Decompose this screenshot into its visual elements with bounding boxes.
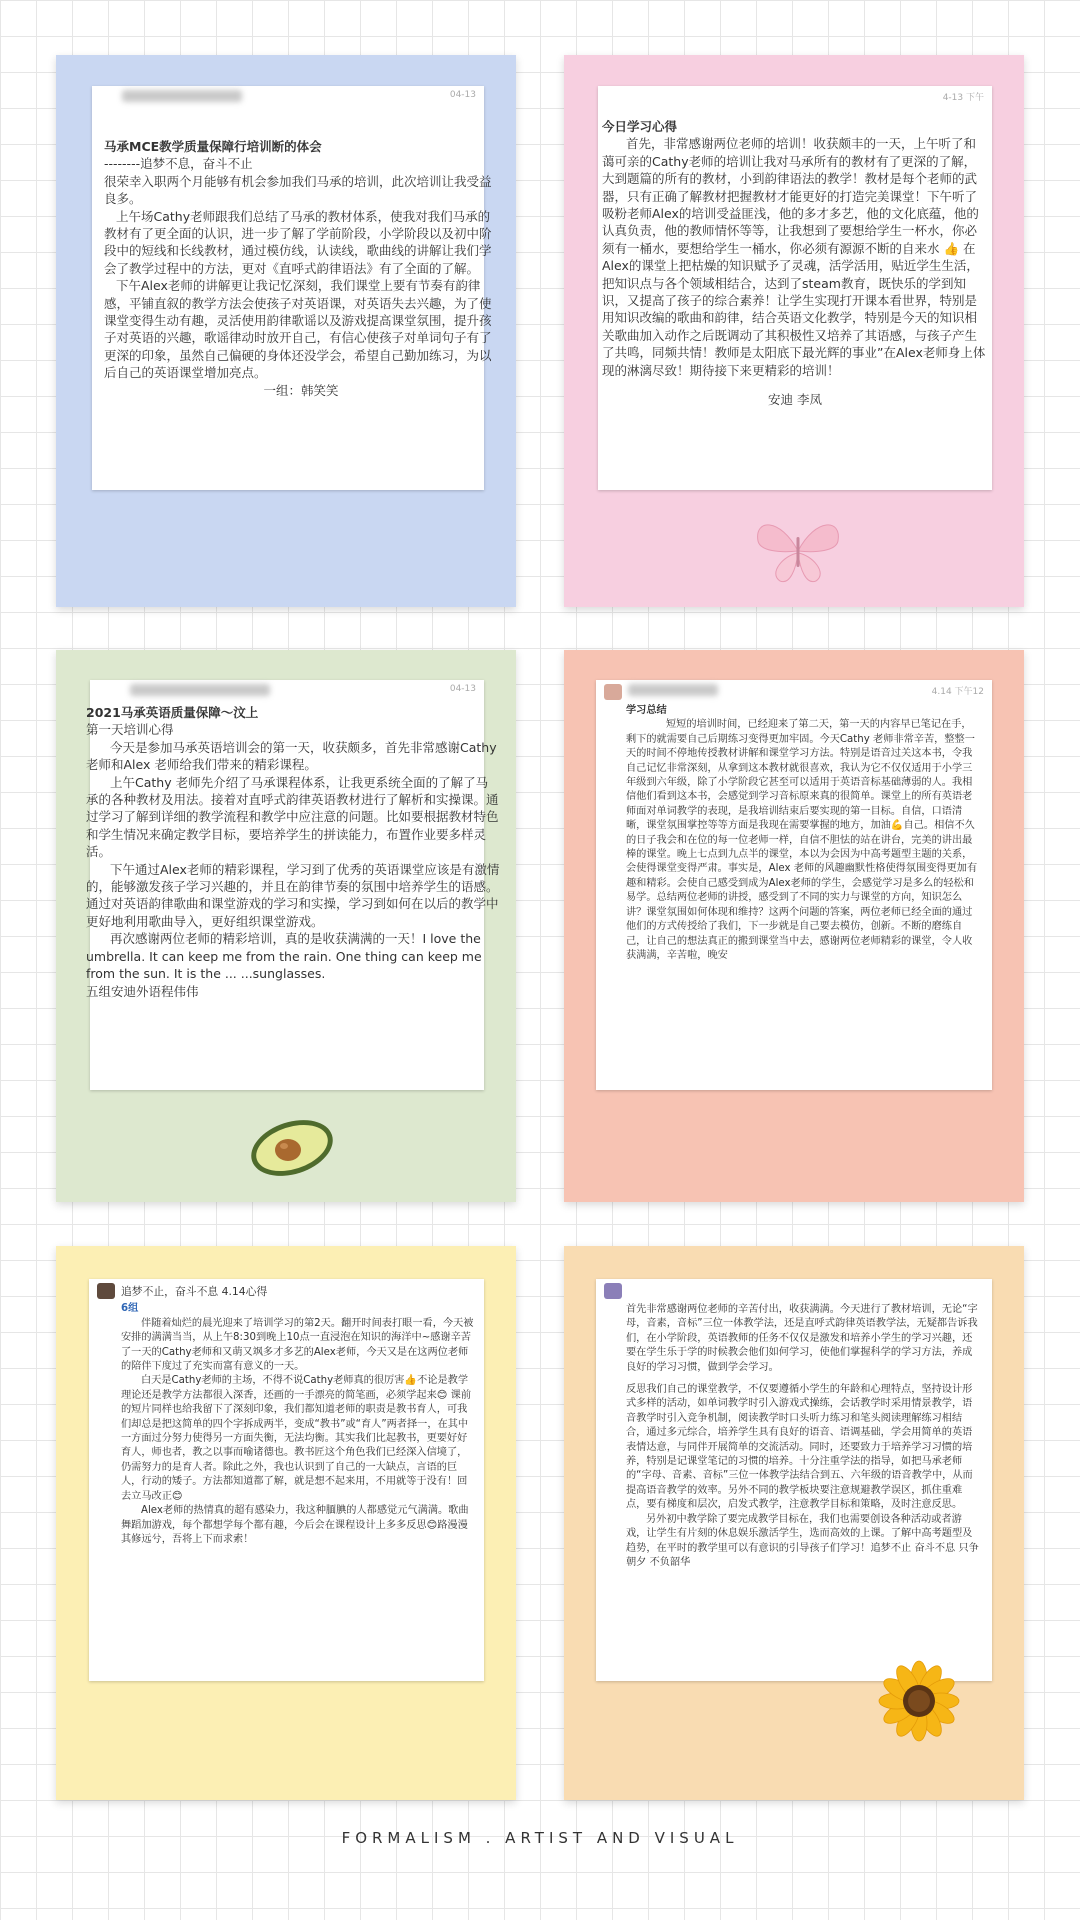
note-text (82, 704, 504, 1090)
note-title: 2021马承英语质量保障～汶上 (86, 705, 259, 720)
note-signature: 一组：韩笑笑 (263, 382, 339, 398)
note-text (113, 1285, 486, 1681)
note-paragraph: 短短的培训时间，已经迎来了第二天，第一天的内容早已笔记在手，剩下的就需要自己后期练习变得更加牢固。今天Cathy 老师非常辛苦，整整一天的时间不停地传授教材讲解和课堂学习方法。特别是语音过关这本书，令我自己记忆非常深刻，从拿到这本教材就很喜欢，我认为它不仅仅适用于小学三年级到六年级，除了小学阶段它甚至可以适用于英语音标基础薄弱的人。我相信他们看到这本书，会感觉到学习音标原来真的很简单。课堂上的所有英语老师面对单词教学的表现，是我培训结束后要实现的第一目标。自信，口语清晰，课堂氛围掌控等等方面是我现在需要掌握的地方，加油💪自己。相信不久的日子我会和在位的每一位老师一样，自信不胆怯的站在讲台，完美的讲出最棒的课堂。晚上七点到九点半的课堂，本以为会因为中高考题型主题的关系，会使得课堂变得严肃。事实是，Alex 老师的风趣幽默性格使得氛围变得更加有趣和精彩。会使自己感受到成为Alex老师的学生，会感觉学习是多么的轻松和易学。总结两位老师的讲授，感受到了不同的实力与课堂的方向，知识怎么讲？课堂氛围如何体现和维持？这两个问题的答案，两位老师已经全面的通过他们的方式传授给了我们，下一步就是自己要去模仿，创新。不断的磨练自己，让自己的想法真正的搬到课堂当中去，感谢两位老师精彩的课堂，令人收获满满，辛苦啦，晚安 (626, 719, 978, 961)
avatar (604, 1283, 622, 1299)
note-signature: 安迪 李凤 (768, 392, 822, 408)
avocado-sticker (244, 1108, 340, 1180)
note-paragraph: 首先非常感谢两位老师的辛苦付出，收获满满。今天进行了教材培训，无论“字母，音素，音标”三位一体教学法，还是直呼式韵律英语教学法，无疑都告诉我们，在小学阶段，英语教师的任务不仅仅是激发和培养小学生的学习兴趣，还要在学生乐于学的时候教会他们如何学习，使他们掌握科学的学习方法，养成良好的学习习惯，做到学会学习。 (626, 1304, 978, 1373)
note-paragraph: 白天是Cathy老师的主场，不得不说Cathy老师真的很厉害👍不论是教学理论还是教学方法都很入深香，还画的一手漂亮的简笔画，必须学起来😊 课前的短片同样也给我留下了深刻印象，我们都知道老师的职责是教书育人，可我们却总是把这简单的四个字拆成两半，变成“教书”或“育人”两者择一，在其中一方面过分努力使得另一方面失衡，无法均衡。其实我们比起教书，更要好好育人，师也者，教之以事而喻诸德也。教书匠这个角色我们已经深入信境了，仍需努力的是育人者。除此之外，我也认识到了自己的一大缺点，言语的巨人，行动的矮子。方法都知道都了解，就是想不起来用，不用就等于没有！回去立马改正😊 (121, 1375, 472, 1502)
note-paragraph: 上午场Cathy老师跟我们总结了马承的教材体系，使我对我们马承的教材有了更全面的认识，进一步了解了学前阶段，小学阶段以及初中阶段中的短线和长线教材，通过模仿线，认读线，歌曲线的讲解让我们学会了教学过程中的方法，更对《直呼式韵律语法》有了全面的了解。 (104, 208, 492, 276)
note-signature: 五组安迪外语程伟伟 (86, 983, 199, 999)
timestamp: 4.14 下午12 (931, 687, 984, 697)
note-title: 学习总结 (626, 705, 667, 716)
note-paper-6 (596, 1279, 992, 1681)
note-card-6 (564, 1246, 1024, 1800)
note-title: 追梦不止，奋斗不息 4.14心得 (121, 1285, 268, 1298)
butterfly-sticker (750, 515, 846, 587)
note-paragraph: 第一天培训心得 (86, 722, 174, 738)
blurred-username (628, 684, 718, 696)
footer-watermark: FORMALISM . ARTIST AND VISUAL (341, 1829, 739, 1847)
blurred-username (122, 90, 242, 102)
blurred-username (130, 684, 270, 696)
note-paper-3 (86, 680, 500, 1090)
note-paragraph: 下午通过Alex老师的精彩课程，学习到了优秀的英语课堂应该是有激情的，能够激发孩子学习兴趣的，并且在韵律节奏的氛围中培养学生的语感。通过对英语韵律歌曲和课堂游戏的学习和实操，学习到如何在以后的教学中更好地利用歌曲导入，更好组织课堂游戏。 (86, 861, 500, 929)
timestamp: 04-13 (449, 684, 476, 694)
note-paragraph: 伴随着灿烂的晨光迎来了培训学习的第2天。翻开时间表打眼一看，今天被安排的满满当当，从上午8:30到晚上10点一直浸泡在知识的海洋中~感谢辛苦了一天的Cathy老师和又萌又飒多才多艺的Alex老师，今天又是在这两位老师的陪伴下度过了充实而富有意义的一天。 (121, 1317, 474, 1373)
note-text (100, 138, 502, 490)
note-paragraph: 上午Cathy 老师先介绍了马承课程体系，让我更系统全面的了解了马承的各种教材及用法。接着对直呼式韵律英语教材进行了解析和实操课。通过学习了解到详细的教学流程和教学中应注意的问题。比如要根据教材特色和学生情况来确定教学目标，要培养学生的拼读能力，布置作业要多样灵活。 (86, 774, 499, 860)
note-paper-4 (596, 680, 992, 1090)
note-paragraph: 很荣幸入职两个月能够有机会参加我们马承的培训，此次培训让我受益良多。 (104, 173, 492, 207)
note-card-3 (56, 650, 516, 1202)
note-paragraph: 再次感谢两位老师的精彩培训，真的是收获满满的一天！I love the umbrella. It can keep me from the rain. One thing can keep me from the sun. It is the ... ...sunglasses. (86, 931, 482, 982)
sunflower-sticker (874, 1656, 964, 1746)
note-paragraph: 另外初中教学除了要完成教学目标在，我们也需要创设各种活动或者游戏，让学生有片刻的休息娱乐激活学生，选而高效的上课。了解中高考题型及趋势，在平时的教学里可以有意识的引导孩子们学习！追梦不止 奋斗不息 只争朝夕 不负韶华 (626, 1513, 979, 1568)
timestamp: 04-13 (449, 90, 476, 100)
note-card-5 (56, 1246, 516, 1800)
avatar (604, 684, 622, 700)
note-card-1 (56, 55, 516, 607)
note-text (618, 1303, 990, 1681)
note-paragraph: 首先，非常感谢两位老师的培训！收获颇丰的一天，上午听了和蔼可亲的Cathy老师的培训让我对马承所有的教材有了更深的了解，大到题篇的所有的教材，小到韵律语法的教学！教材是每个老师的武器，只有正确了解教材把握教材才能更好的打造完美课堂！下午听了吸粉老师Alex的培训受益匪浅，他的多才多艺，他的文化底蕴，他的认真负责，他的教师情怀等等，让我想到了要想给学生一杯水，你必须有一桶水，要想给学生一桶水，你必须有源源不断的自来水 👍 在Alex的课堂上把枯燥的知识赋予了灵魂，活学活用，贴近学生生活，把知识点与各个领域相结合，达到了steam教育，既快乐的学到知识，又提高了孩子的综合素养！让学生实现打开课本看世界，特别是用知识改编的歌曲和韵律，结合英语文化教学，特别是今天的知识相关歌曲加入动作之后既调动了其积极性又培养了其语感，与孩子产生了共鸣，同频共情！教师是太阳底下最光辉的事业”在Alex老师身上体现的淋漓尽致！期待接下来更精彩的培训！ (602, 136, 986, 378)
note-paragraph: --------追梦不息，奋斗不止 (104, 156, 253, 172)
note-title: 马承MCE教学质量保障行培训断的体会 (104, 139, 322, 154)
note-title: 今日学习心得 (602, 119, 678, 134)
note-text (618, 704, 990, 1090)
note-paragraph: 今天是参加马承英语培训会的第一天，收获颇多，首先非常感谢Cathy 老师和Alex 老师给我们带来的精彩课程。 (86, 739, 497, 773)
note-card-2 (564, 55, 1024, 607)
note-paragraph: Alex老师的热情真的超有感染力，我这种腼腆的人都感觉元气满满。歌曲舞蹈加游戏，每个都想学每个都有趣，今后会在课程设计上多多反思😊路漫漫其修远兮，吾将上下而求索！ (121, 1505, 469, 1545)
note-paper-5 (89, 1279, 484, 1681)
note-paper-1 (92, 86, 492, 490)
note-text (598, 118, 992, 490)
note-paragraph: 反思我们自己的课堂教学，不仅要遵循小学生的年龄和心理特点，坚持设计形式多样的活动，如单词教学时引入游戏式操练，会话教学时采用情景教学，语音教学时引入竞争机制，阅读教学时口头听力练习和笔头阅读理解练习相结合，通过多元综合，培养学生具有良好的语音、语调基础，学会用简单的英语表情达意，与同伴开展简单的交流活动。同时，还要致力于培养学习习惯的培养，特别是记课堂笔记的习惯的培养。十分注重学法的指导，如把马承老师的“字母、音素、音标”三位一体教学法结合到五、六年级的语音教学中，从而提高语音教学的效率。另外不同的教学板块要注意规避教学误区，抓住重难点，要有梯度和层次，启发式教学，注意教学目标和策略，及时注意反思。 (626, 1384, 973, 1511)
note-paper-2 (598, 86, 992, 490)
group-badge: 6组 (121, 1303, 139, 1315)
note-card-4 (564, 650, 1024, 1202)
timestamp: 4-13 下午 (942, 93, 984, 103)
note-paragraph: 下午Alex老师的讲解更让我记忆深刻，我们课堂上要有节奏有韵律感，平铺直叙的教学方法会使孩子对英语课，对英语失去兴趣，为了使课堂变得生动有趣，灵活使用韵律歌谣以及游戏提高课堂氛围，提升孩子对英语的兴趣，歌谣律动时放开自己，有信心使孩子对单词句子有了更深的印象，虽然自己偏硬的身体还没学会，希望自己勤加练习，为以后自己的英语课堂增加亮点。 (104, 278, 492, 381)
